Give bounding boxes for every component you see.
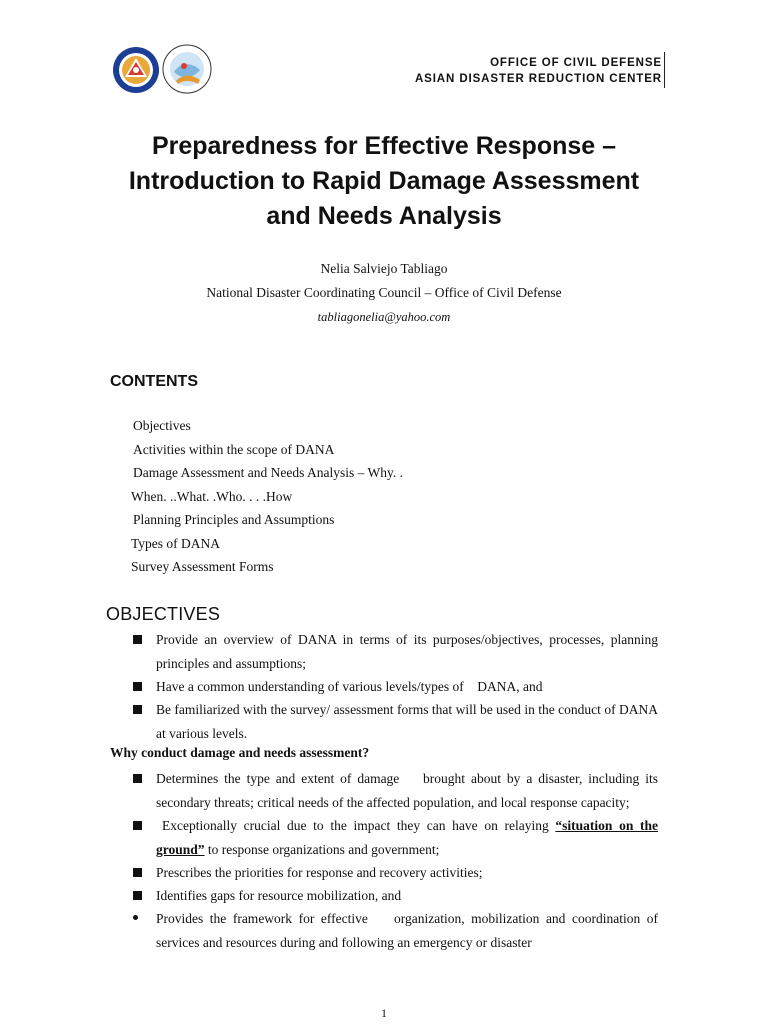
author-affiliation: National Disaster Coordinating Council – Office of Civil Defense — [206, 285, 562, 300]
author-email: tabliagonelia@yahoo.com — [317, 310, 451, 324]
objective-item: Have a common understanding of various levels/types of DANA, and — [130, 675, 658, 699]
why-item: Identifies gaps for resource mobilization, and — [130, 884, 658, 908]
square-bullet-icon — [130, 767, 156, 790]
square-bullet-icon — [130, 814, 156, 837]
contents-item: Damage Assessment and Needs Analysis – Why. . — [133, 465, 403, 480]
contents-heading: CONTENTS — [110, 373, 198, 390]
round-bullet-icon — [130, 907, 156, 930]
why-item-text: Exceptionally crucial due to the impact they can have on relaying — [162, 818, 556, 833]
why-heading: Why conduct damage and needs assessment? — [110, 745, 370, 760]
page-number: 1 — [381, 1006, 387, 1020]
contents-item: Planning Principles and Assumptions — [133, 512, 335, 527]
contents-item: Types of DANA — [131, 535, 221, 551]
why-item-text: to response organizations and government; — [204, 841, 440, 857]
situation-on-the-ground-emphasis: “situation on the ground” — [156, 818, 658, 857]
contents-item: Activities within the scope of DANA — [133, 441, 335, 457]
author-block — [0, 257, 768, 329]
office-of-civil-defense-seal-icon — [112, 46, 160, 94]
why-item — [130, 814, 658, 861]
why-item: Determines the type and extent of damage brought about by a disaster, including its secondary threats; critical needs of the affected population, and local response capacity; — [130, 767, 658, 814]
objective-item: Provide an overview of DANA in terms of its purposes/objectives, processes, planning principles and assumptions; — [130, 628, 658, 675]
contents-item: Objectives — [133, 418, 191, 433]
square-bullet-icon — [130, 884, 156, 907]
contents-item: When. ..What. .Who. . . .How — [131, 488, 293, 504]
document-title — [60, 129, 708, 234]
objective-item: Be familiarized with the survey/ assessment forms that will be used in the conduct of DANA at various levels. — [130, 698, 658, 745]
asian-disaster-reduction-center-logo-icon — [162, 44, 212, 94]
square-bullet-icon — [130, 698, 156, 721]
why-item: Provides the framework for effective organization, mobilization and coordination of services and resources during and following an emergency or disaster — [130, 907, 658, 954]
author-name: Nelia Salviejo Tabliago — [320, 261, 448, 276]
organization-header — [415, 55, 662, 87]
org-line-office-of-civil-defense: OFFICE OF CIVIL DEFENSE — [490, 57, 662, 69]
contents-item: Survey Assessment Forms — [131, 559, 274, 574]
title-line-3: and Needs Analysis — [266, 202, 502, 230]
square-bullet-icon — [130, 628, 156, 651]
square-bullet-icon — [130, 861, 156, 884]
objectives-heading: OBJECTIVES — [106, 604, 221, 624]
square-bullet-icon — [130, 675, 156, 698]
org-line-asian-disaster-reduction-center: ASIAN DISASTER REDUCTION CENTER — [414, 73, 662, 85]
header-logos — [112, 46, 212, 100]
why-item: Prescribes the priorities for response and recovery activities; — [130, 861, 658, 885]
title-line-2: Introduction to Rapid Damage Assessment — [128, 167, 640, 195]
title-line-1: Preparedness for Effective Response – — [151, 132, 617, 160]
header-divider — [664, 52, 665, 88]
